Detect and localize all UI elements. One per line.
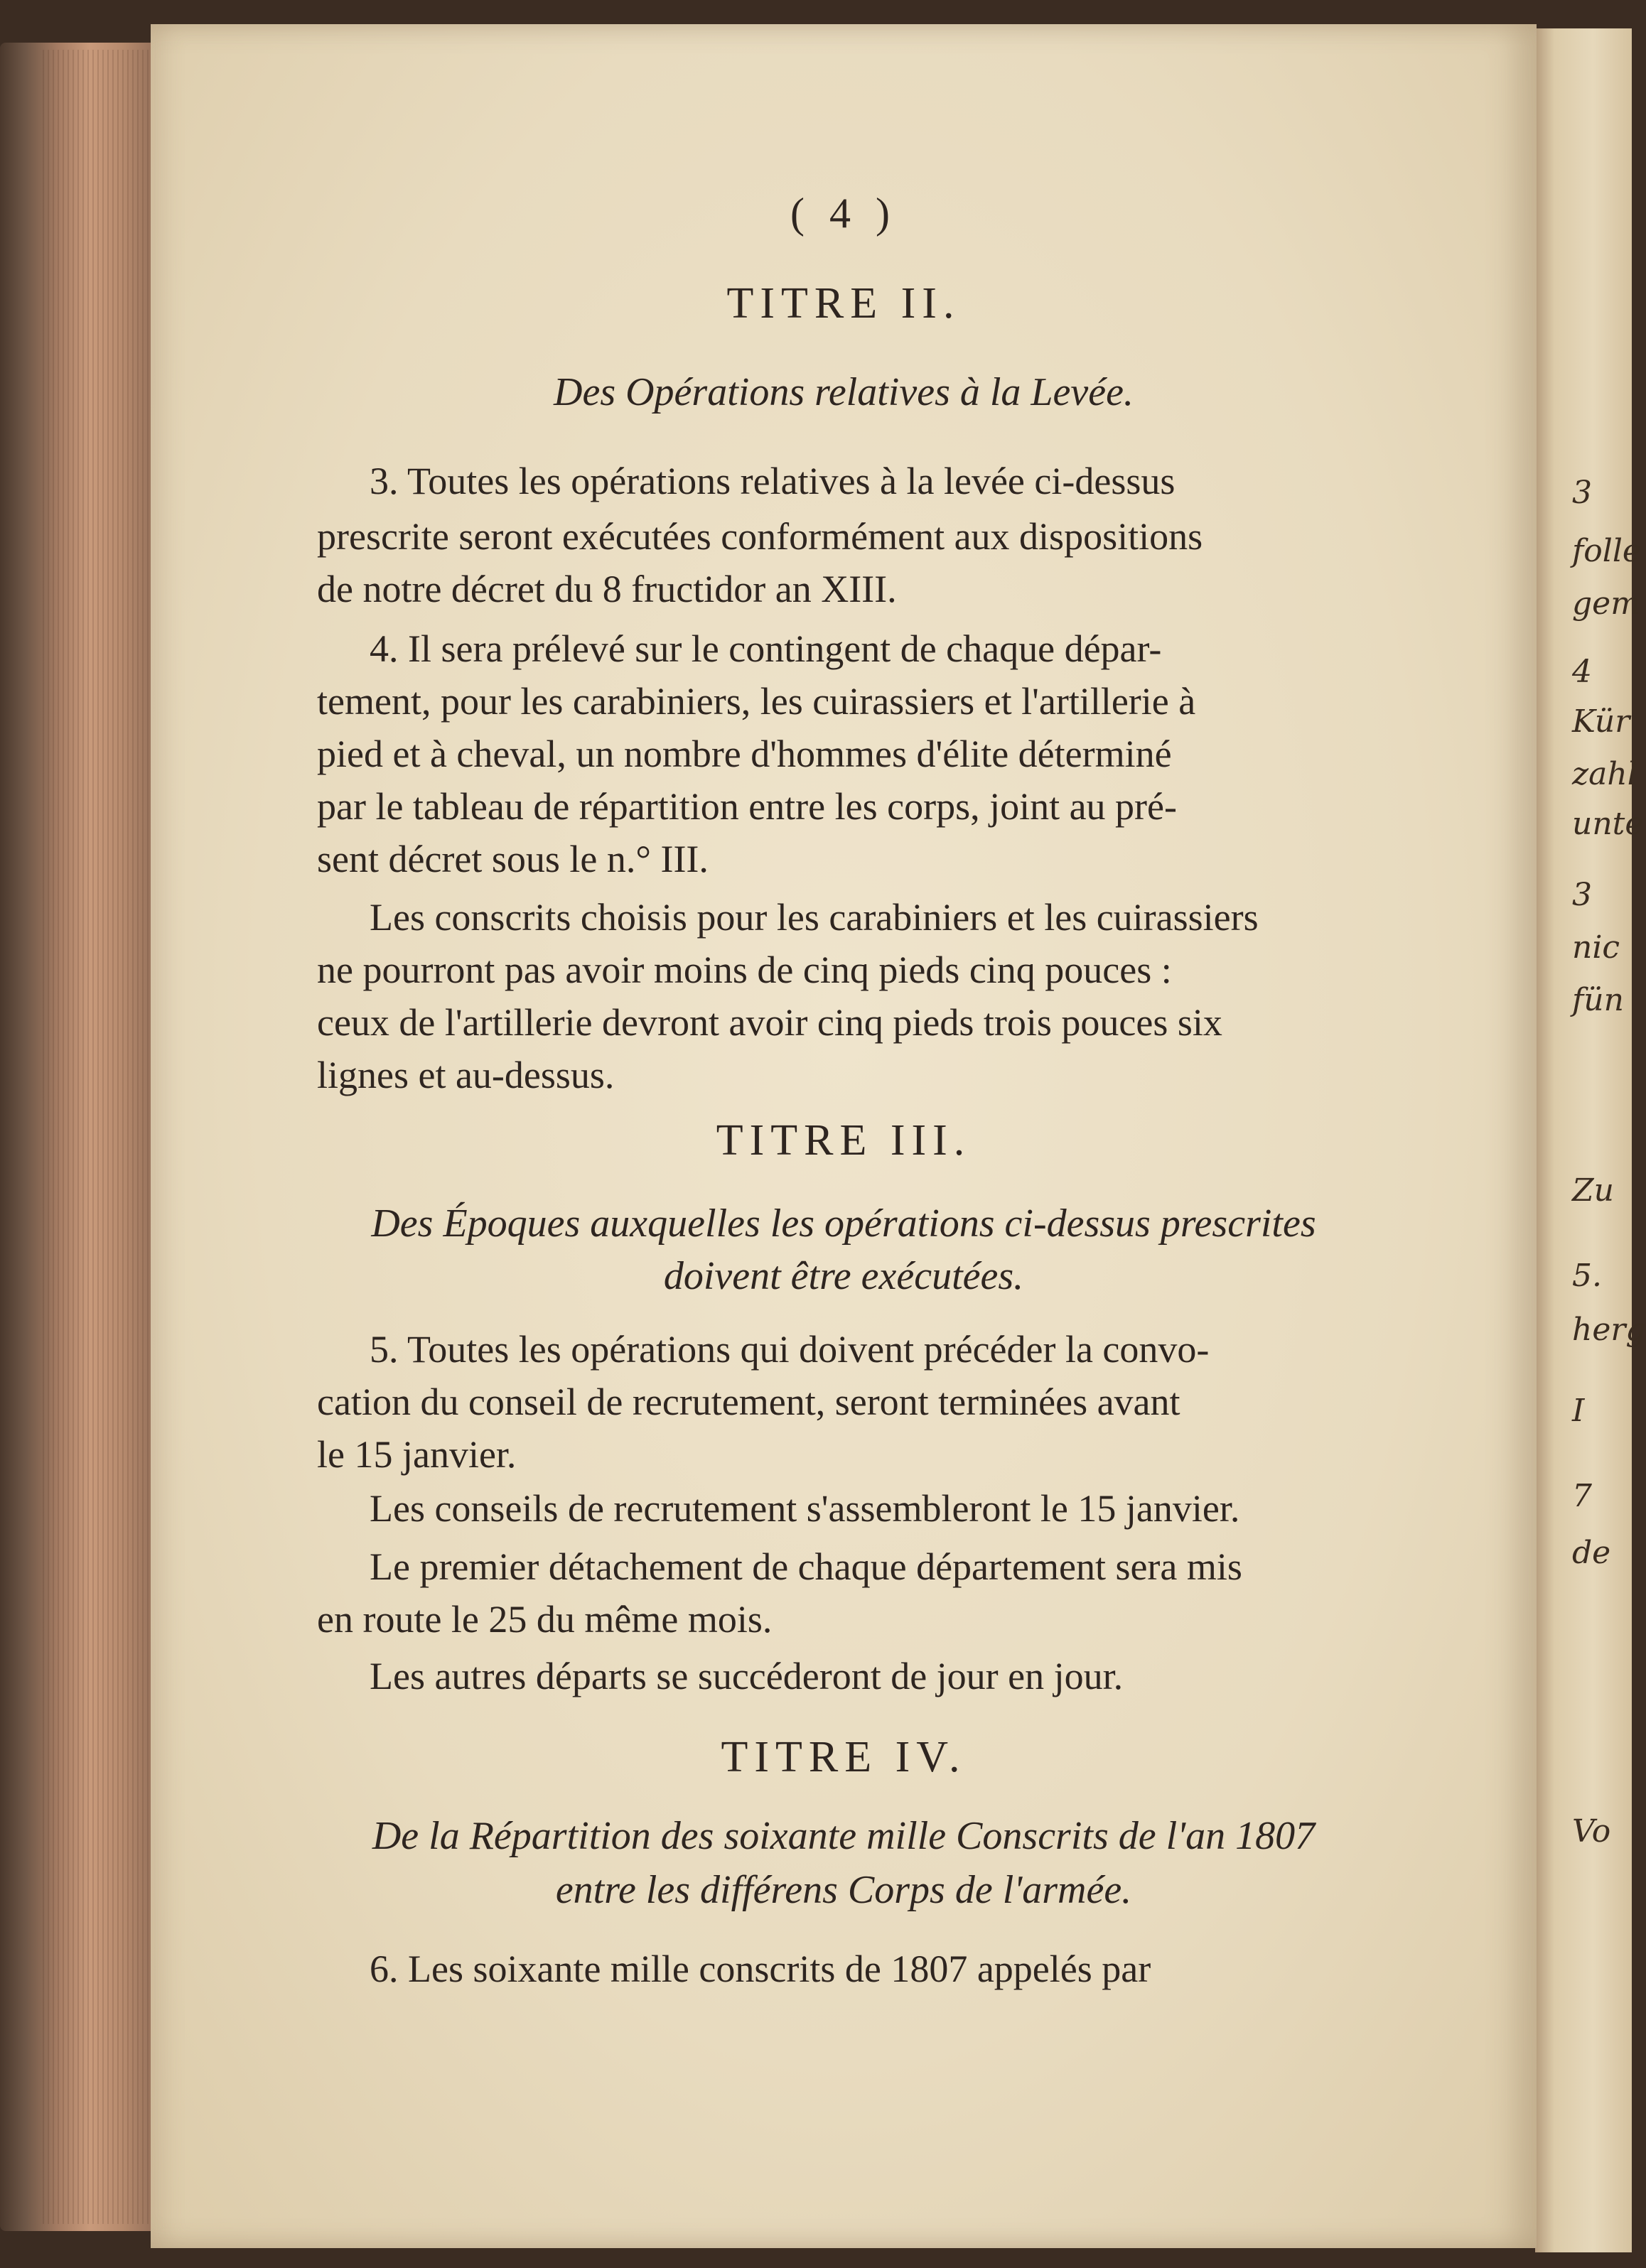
facing-fragment: folle	[1572, 533, 1641, 569]
text-line: 3. Toutes les opérations relatives à la levée ci-dessus	[370, 460, 1176, 502]
text-line: pied et à cheval, un nombre d'hommes d'élite déterminé	[317, 733, 1172, 775]
facing-fragment: gem	[1572, 585, 1640, 622]
article-3-line-1	[370, 459, 1175, 503]
facing-fragment: 7	[1572, 1478, 1592, 1514]
facing-fragment: unte	[1572, 806, 1644, 842]
section-heading: TITRE IV.	[721, 1733, 967, 1781]
page-text	[151, 24, 1537, 2248]
section-subtitle: Des Époques auxquelles les opérations ci-dessus prescrites	[371, 1202, 1316, 1246]
article-5-line-1: 5. Toutes les opérations qui doivent précéder la convo-	[370, 1328, 1210, 1371]
facing-fragment: 4	[1572, 654, 1592, 690]
text-line: Les autres départs se succéderont de jour en jour.	[370, 1655, 1124, 1697]
article-6-line-1: 6. Les soixante mille conscrits de 1807 appelés par	[370, 1948, 1151, 1990]
text-line: par le tableau de répartition entre les corps, joint au pré-	[317, 785, 1177, 828]
section-heading: TITRE II.	[726, 279, 961, 328]
text-line: tement, pour les carabiniers, les cuirassiers et l'artillerie à	[317, 680, 1196, 723]
text-line: prescrite seront exécutées conformément aux dispositions	[317, 515, 1203, 558]
facing-fragment: zahl	[1572, 756, 1637, 792]
text-line: en route le 25 du même mois.	[317, 1598, 773, 1641]
facing-fragment: de	[1572, 1535, 1611, 1571]
text-line: le 15 janvier.	[317, 1433, 517, 1476]
text-line: cation du conseil de recrutement, seront terminées avant	[317, 1381, 1180, 1423]
section-heading: TITRE III.	[716, 1116, 972, 1165]
facing-fragment: fün	[1572, 982, 1624, 1018]
text-line: Les conscrits choisis pour les carabiniers et les cuirassiers	[370, 896, 1259, 939]
facing-fragment: I	[1572, 1393, 1585, 1429]
facing-fragment: Vo	[1572, 1813, 1611, 1850]
text-line: ne pourront pas avoir moins de cinq pieds cinq pouces :	[317, 949, 1172, 991]
article-4-line-1: 4. Il sera prélevé sur le contingent de chaque dépar-	[370, 627, 1162, 670]
page-number: ( 4 )	[790, 190, 897, 237]
page-edges	[43, 50, 149, 2224]
book-page	[151, 24, 1537, 2248]
facing-fragment: Zu	[1572, 1172, 1614, 1209]
facing-fragment: nic	[1572, 929, 1620, 966]
text-line: Le premier détachement de chaque département sera mis	[370, 1545, 1242, 1588]
facing-fragment: 5.	[1572, 1258, 1602, 1294]
section-subtitle: Des Opérations relatives à la Levée.	[554, 370, 1134, 414]
text-line: Les conseils de recrutement s'assembleront le 15 janvier.	[370, 1487, 1240, 1530]
facing-page	[1535, 28, 1646, 2252]
text-line: de notre décret du 8 fructidor an XIII.	[317, 568, 897, 610]
section-subtitle: De la Répartition des soixante mille Conscrits de l'an 1807	[372, 1814, 1316, 1858]
facing-fragment: Kür	[1572, 703, 1630, 740]
text-line: ceux de l'artillerie devront avoir cinq pieds trois pouces six	[317, 1001, 1222, 1044]
section-subtitle: doivent être exécutées.	[663, 1254, 1024, 1298]
facing-fragment: 3	[1572, 475, 1592, 511]
section-subtitle: entre les différens Corps de l'armée.	[555, 1868, 1132, 1912]
facing-fragment: herg	[1572, 1312, 1646, 1348]
facing-fragment: 3	[1572, 877, 1592, 913]
text-line: lignes et au-dessus.	[317, 1054, 615, 1096]
text-line: sent décret sous le n.° III.	[317, 838, 709, 880]
